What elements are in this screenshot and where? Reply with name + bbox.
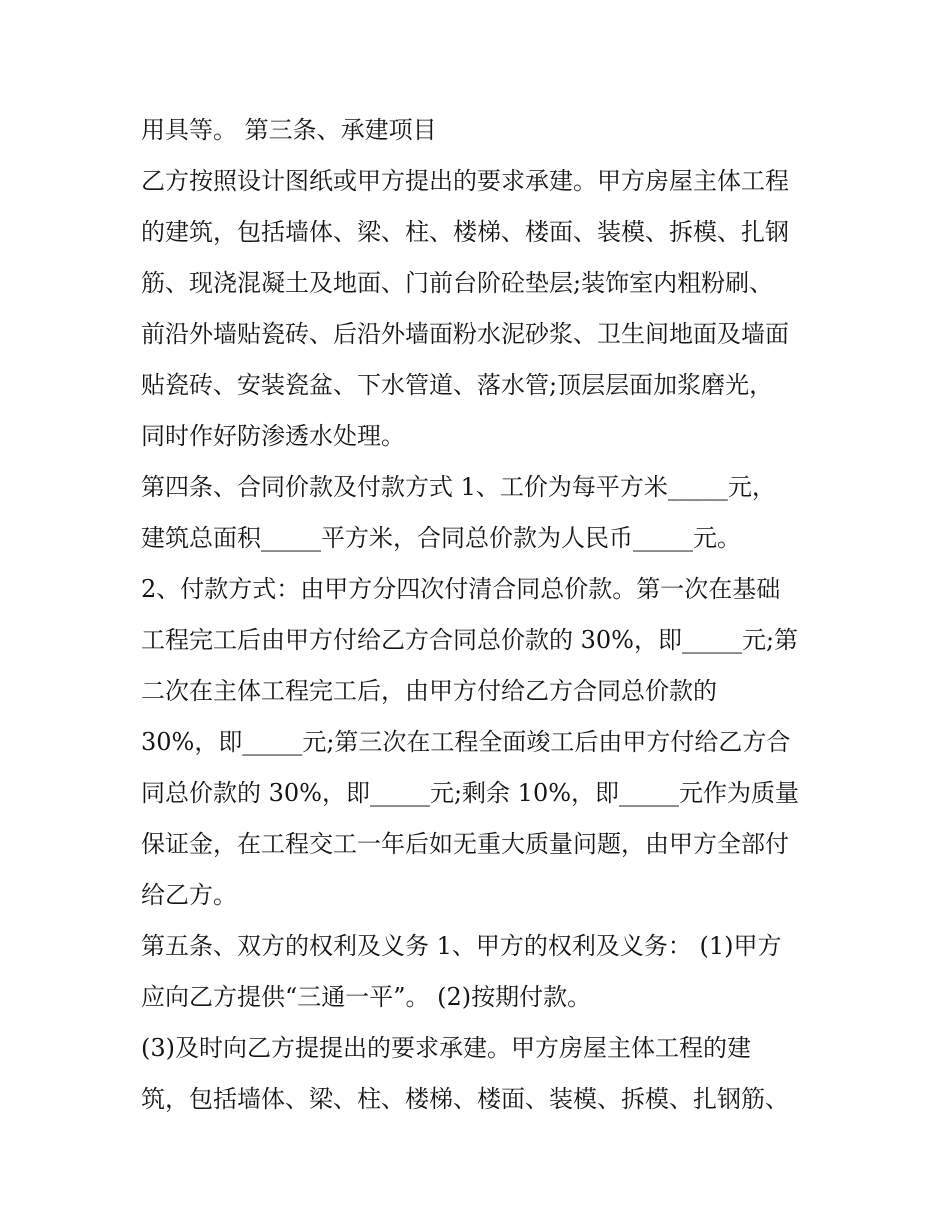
text-line: 给乙方。 <box>141 881 237 909</box>
text-line: 工程完工后由甲方付给乙方合同总价款的 30%，即_____元;第 <box>141 626 799 654</box>
text-line: 2、付款方式：由甲方分四次付清合同总价款。第一次在基础 <box>141 575 781 603</box>
text-line: 建筑总面积_____平方米，合同总价款为人民币_____元。 <box>141 524 741 552</box>
text-line: 贴瓷砖、安装瓷盆、下水管道、落水管;顶层层面加浆磨光， <box>141 371 774 399</box>
document-body <box>141 108 821 1128</box>
text-line: 的建筑，包括墙体、梁、柱、楼梯、楼面、装模、拆模、扎钢 <box>141 218 789 246</box>
text-line: 筋、现浇混凝土及地面、门前台阶砼垫层;装饰室内粗粉刷、 <box>141 269 774 297</box>
text-line: 第五条、双方的权利及义务 1、甲方的权利及义务： (1)甲方 <box>141 932 782 960</box>
text-line: 保证金，在工程交工一年后如无重大质量问题，由甲方全部付 <box>141 830 789 858</box>
text-line: 前沿外墙贴瓷砖、后沿外墙面粉水泥砂浆、卫生间地面及墙面 <box>141 320 789 348</box>
text-line: 应向乙方提供“三通一平”。 (2)按期付款。 <box>141 983 592 1011</box>
text-line: 二次在主体工程完工后，由甲方付给乙方合同总价款的 <box>141 677 717 705</box>
text-line: 同时作好防渗透水处理。 <box>141 422 405 450</box>
text-line: 30%，即_____元;第三次在工程全面竣工后由甲方付给乙方合 <box>141 728 791 756</box>
text-line: 用具等。 第三条、承建项目 <box>141 116 437 144</box>
text-line: 筑，包括墙体、梁、柱、楼梯、楼面、装模、拆模、扎钢筋、 <box>141 1085 789 1113</box>
text-line: 同总价款的 30%，即_____元;剩余 10%，即_____元作为质量 <box>141 779 800 807</box>
text-line: 乙方按照设计图纸或甲方提出的要求承建。甲方房屋主体工程 <box>141 167 789 195</box>
text-line: 第四条、合同价款及付款方式 1、工价为每平方米_____元， <box>141 473 776 501</box>
text-line: (3)及时向乙方提提出的要求承建。甲方房屋主体工程的建 <box>141 1034 751 1062</box>
